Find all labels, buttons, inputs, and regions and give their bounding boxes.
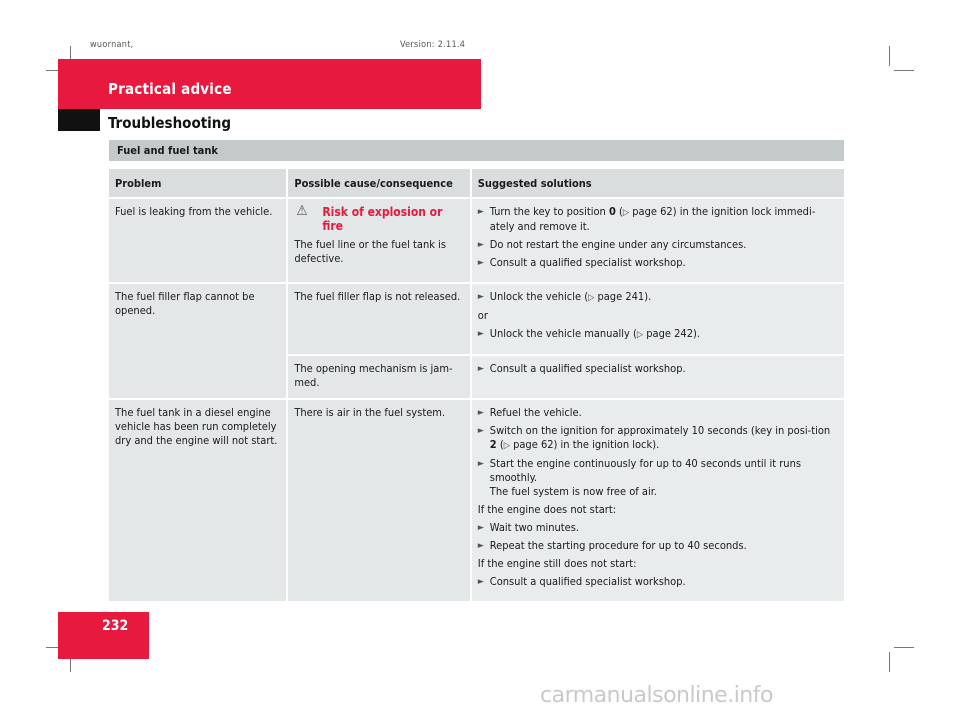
solution-step: [478, 406, 838, 420]
step-arrow-icon: ►: [477, 258, 485, 268]
page-number: 232: [102, 618, 129, 634]
solution-step: [478, 205, 838, 234]
cause-text: The fuel filler flap is not released.: [294, 290, 461, 303]
problem-text: Fuel is leaking from the vehicle.: [115, 205, 273, 218]
table-header-row: [109, 169, 844, 197]
solution-step: [478, 256, 838, 270]
step-text: Unlock the vehicle manually (: [489, 327, 637, 340]
table-row: [109, 400, 844, 601]
solution-step: [478, 521, 838, 535]
step-result-text: The fuel system is now free of air.: [489, 485, 657, 498]
step-arrow-icon: ►: [477, 523, 485, 533]
header-marker: [58, 109, 100, 131]
cause-text: The fuel line or the fuel tank is defective.: [294, 238, 446, 265]
solution-step: [478, 575, 838, 589]
step-text: Consult a qualified specialist workshop.: [489, 362, 686, 375]
page-reference-icon: ▷: [503, 441, 510, 451]
problem-cell: [109, 400, 286, 601]
solution-step: [478, 539, 838, 553]
solutions-cell: [472, 400, 844, 601]
solution-step: [478, 238, 838, 252]
step-text: Do not restart the engine under any circumstances.: [489, 238, 747, 251]
step-text: Start the engine continuously for up to 40 seconds until it runs smoothly.: [489, 457, 802, 484]
warning-text: Risk of explosion or fire: [322, 205, 443, 233]
step-arrow-icon: ►: [477, 577, 485, 587]
cause-cell: [288, 356, 469, 398]
author-text: wuornant,: [90, 40, 134, 50]
step-text: Turn the key to position: [489, 205, 609, 218]
crop-mark: [894, 647, 914, 648]
fuel-table: [107, 167, 846, 603]
solution-step: [478, 327, 838, 342]
watermark: carmanualsonline.info: [540, 683, 773, 708]
crop-mark: [889, 652, 890, 672]
solutions-cell: [472, 284, 844, 354]
solutions-cell: [472, 356, 844, 398]
problem-text: The fuel tank in a diesel engine vehicle has been run completely dry and the engine will not start.: [115, 406, 278, 447]
step-text: Consult a qualified specialist workshop.: [489, 575, 686, 588]
crop-mark: [889, 46, 890, 66]
step-text: Consult a qualified specialist workshop.: [489, 256, 686, 269]
solution-step: [478, 290, 838, 305]
step-arrow-icon: ►: [477, 541, 485, 551]
problem-cell: [109, 284, 286, 398]
step-text: (: [496, 438, 504, 451]
step-arrow-icon: ►: [477, 426, 485, 436]
condition-text: If the engine still does not start:: [477, 557, 637, 570]
table-row: [109, 199, 844, 282]
version-text: Version: 2.11.4: [400, 40, 466, 50]
crop-mark: [894, 70, 914, 71]
or-text: or: [477, 309, 488, 322]
step-text: Repeat the starting procedure for up to 40 seconds.: [489, 539, 747, 552]
solution-step: [478, 424, 838, 453]
warning-triangle-icon: ⚠: [296, 203, 308, 219]
page-reference-icon: ▷: [588, 293, 595, 303]
step-arrow-icon: ►: [477, 292, 485, 302]
key-position: 2: [489, 438, 497, 451]
cause-text: There is air in the fuel system.: [294, 406, 446, 419]
page-reference-link[interactable]: page 241).: [597, 290, 652, 303]
table-row: [109, 284, 844, 354]
cause-cell: [288, 284, 469, 354]
page-reference-link[interactable]: page 62) in the ignition lock immedi-ately and remove it.: [489, 205, 816, 233]
cause-cell: [288, 400, 469, 601]
column-header-cause: Possible cause/consequence: [288, 169, 469, 197]
solution-step: [478, 362, 838, 376]
page-reference-link[interactable]: page 62) in the ignition lock).: [513, 438, 660, 451]
page-reference-icon: ▷: [636, 330, 644, 340]
step-text: (: [615, 205, 623, 218]
problem-cell: [109, 199, 286, 282]
cause-cell: [288, 199, 469, 282]
step-text: Switch on the ignition for approximately 10 seconds (key in posi-tion: [489, 424, 831, 437]
page-reference-icon: ▷: [622, 208, 630, 218]
problem-text: The fuel filler flap cannot be opened.: [115, 290, 255, 317]
step-text: Wait two minutes.: [489, 521, 580, 534]
cause-text: The opening mechanism is jam-med.: [294, 362, 453, 389]
column-header-solutions: Suggested solutions: [472, 169, 844, 197]
page-reference-link[interactable]: page 242).: [646, 327, 701, 340]
section-title: Practical advice: [108, 80, 232, 98]
condition-text: If the engine does not start:: [477, 503, 617, 516]
step-text: Refuel the vehicle.: [489, 406, 582, 419]
solutions-cell: [472, 199, 844, 282]
table-caption: Fuel and fuel tank: [109, 140, 844, 161]
step-arrow-icon: ►: [477, 408, 485, 418]
step-text: Unlock the vehicle (: [489, 290, 589, 303]
key-position: 0: [608, 205, 616, 218]
step-arrow-icon: ►: [477, 329, 485, 339]
step-arrow-icon: ►: [477, 240, 485, 250]
solution-step: [478, 457, 838, 499]
step-arrow-icon: ►: [477, 459, 485, 469]
step-arrow-icon: ►: [477, 207, 485, 217]
subsection-title: Troubleshooting: [108, 114, 232, 132]
column-header-problem: Problem: [109, 169, 286, 197]
warning-heading: [294, 205, 463, 233]
troubleshooting-table: [109, 140, 844, 603]
step-arrow-icon: ►: [477, 364, 485, 374]
